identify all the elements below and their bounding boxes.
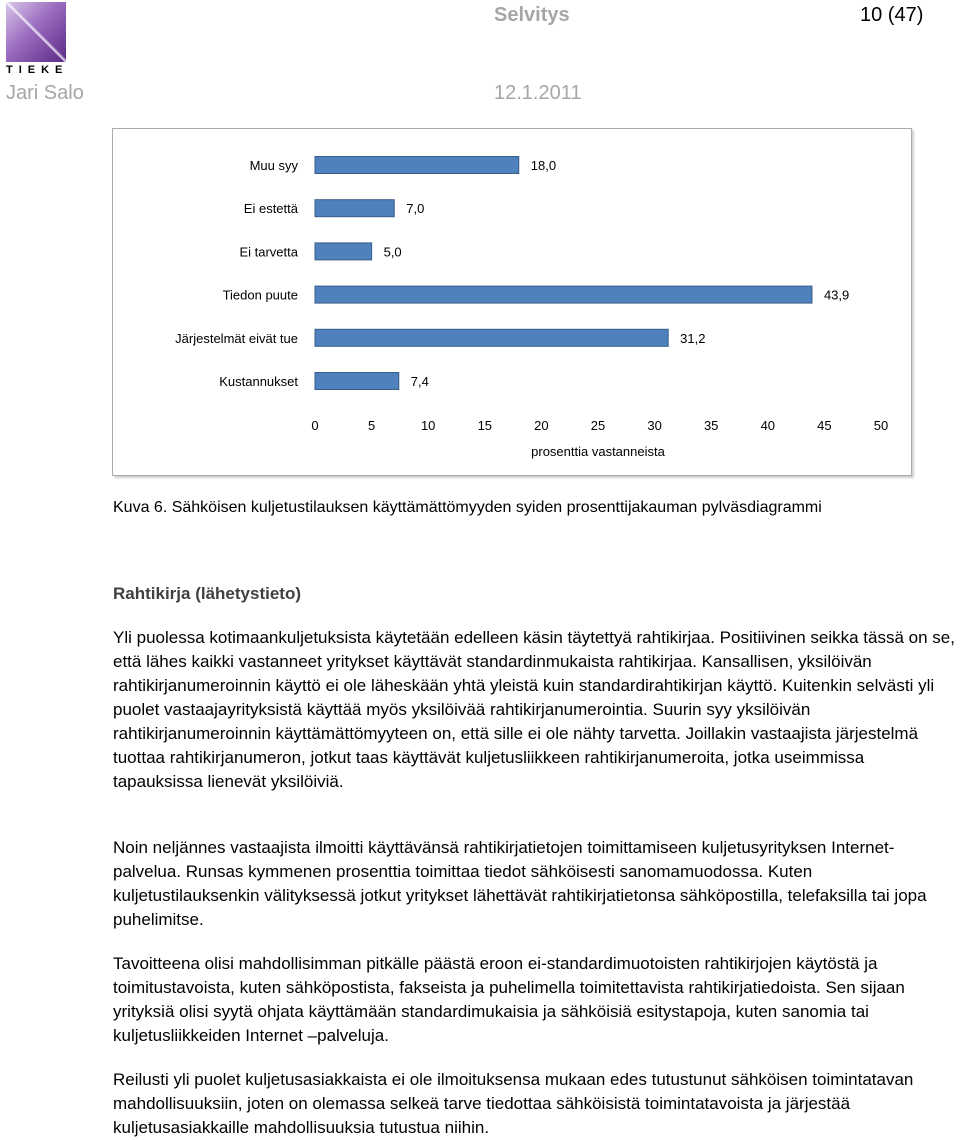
bar-value-label: 31,2 — [680, 330, 706, 346]
logo-mark — [6, 2, 66, 62]
document-date: 12.1.2011 — [494, 82, 582, 104]
logo-text: TIEKE — [6, 64, 69, 76]
paragraph-3: Tavoitteena olisi mahdollisimman pitkälle päästä eroon ei-standardimuotoisten rahtikirjojen käytöstä ja toimitustavoista, kuten sähköpostista, fakseista ja puhelimella toimitettavista rahtikirjatiedoista. Sen sijaan yrityksiä olisi syytä ohjata käyttämään standardimukaisia ja sähköisiä esitystapoja, kuten sanomia tai kuljetusliikkeiden Internet –palveluja. — [113, 954, 905, 1045]
category-label: Kustannukset — [219, 374, 298, 389]
bar-value-label: 7,0 — [406, 201, 425, 217]
bar — [315, 329, 668, 346]
bar-chart-frame — [112, 128, 912, 476]
bar — [315, 200, 394, 217]
category-label: Muu syy — [249, 158, 298, 173]
figure-caption: Kuva 6. Sähköisen kuljetustilauksen käyttämättömyyden syiden prosenttijakauman pylväsdiagrammi — [113, 499, 822, 516]
bar — [315, 157, 519, 174]
x-tick-label: 25 — [590, 418, 606, 433]
x-tick-label: 20 — [534, 418, 549, 433]
bar-chart — [113, 129, 911, 475]
author-name: Jari Salo — [6, 82, 84, 104]
page-number: 10 (47) — [860, 4, 924, 26]
bar-value-label: 5,0 — [383, 244, 402, 260]
document-type: Selvitys — [494, 4, 570, 26]
category-label: Ei tarvetta — [239, 244, 298, 260]
x-axis-label: prosenttia vastanneista — [531, 444, 665, 459]
category-label: Järjestelmät eivät tue — [175, 330, 298, 346]
paragraph-4: Reilusti yli puolet kuljetusasiakkaista ei ole ilmoituksensa mukaan edes tutustunut sähköisen toimintatavan mahdollisuuksiin, joten on olemassa selkeä tarve tiedottaa sähköisistä toimintatavoista ja järjestää kuljetusasiakkaille mahdollisuuksia tutustua niihin. — [113, 1070, 914, 1137]
tieke-logo — [6, 2, 68, 76]
x-tick-label: 15 — [477, 418, 493, 433]
category-label: Tiedon puute — [222, 287, 298, 303]
x-tick-label: 0 — [311, 418, 319, 433]
bar-value-label: 18,0 — [530, 158, 557, 173]
bar — [315, 243, 372, 260]
bar — [315, 373, 399, 390]
x-tick-label: 5 — [367, 418, 376, 433]
bar-value-label: 7,4 — [410, 374, 429, 389]
category-label: Ei estettä — [243, 201, 298, 217]
bar — [315, 286, 812, 303]
bar-value-label: 43,9 — [823, 287, 850, 303]
x-tick-label: 45 — [817, 418, 832, 433]
paragraph-1: Yli puolessa kotimaankuljetuksista käytetään edelleen käsin täytettyä rahtikirjaa. Positiivinen seikka tässä on se, että lähes kaikki vastanneet yritykset käyttävät standardinmukaista rahtikirjaa. Kansallisen, yksilöivän rahtikirjanumeroinnin käyttö ei ole läheskään yhtä yleistä kuin standardirahtikirjan käyttö. Kuitenkin selvästi yli puolet vastaajayrityksistä käyttää myös yksilöivää rahtikirjanumerointia. Suurin syy yksilöivän rahtikirjanumeroinnin käyttämättömyyteen on, että sille ei ole nähty tarvetta. Joillakin vastaajista järjestelmä tuottaa rahtikirjanumeron, jotkut taas käyttävät kuljetusliikkeen rahtikirjanumeroita, jotka useimmissa tapauksissa lienevät yksilöiviä. — [113, 628, 955, 791]
x-tick-label: 50 — [873, 418, 889, 433]
x-tick-label: 40 — [760, 418, 776, 433]
x-tick-label: 10 — [420, 418, 436, 433]
x-tick-label: 35 — [703, 418, 719, 433]
section-heading: Rahtikirja (lähetystieto) — [113, 584, 301, 603]
x-tick-label: 30 — [647, 418, 662, 433]
paragraph-2: Noin neljännes vastaajista ilmoitti käyttävänsä rahtikirjatietojen toimittamiseen kuljetusyrityksen Internet-palvelua. Runsas kymmenen prosenttia toimittaa tiedot sähköisesti sanomamuodossa. Kuten kuljetustilauksenkin välityksessä jotkut yritykset lähettävät rahtikirjatietonsa sähköpostilla, telefaksilla tai jopa puhelimitse. — [113, 838, 927, 929]
